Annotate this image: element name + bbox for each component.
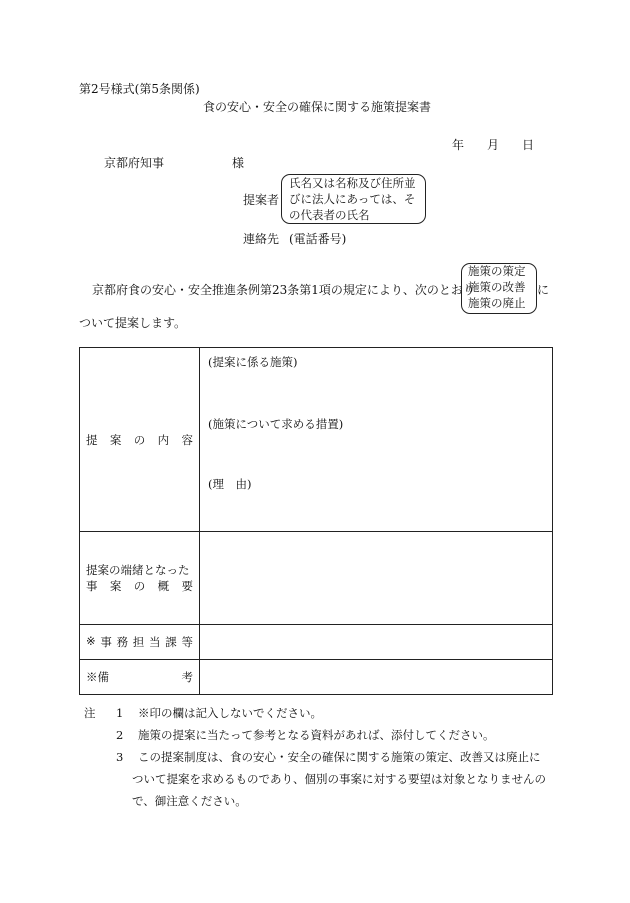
statement-continuation: ついて提案します。 [79,316,187,330]
note-item-1 [84,702,554,724]
proposer-label: 提案者 [243,193,280,207]
notes-heading: 注 [84,706,96,720]
label-char: 要 [181,579,193,593]
label-proposal-content [80,348,200,532]
note-text: 施策の提案に当たって参考となる資料があれば、添付してください。 [138,728,495,742]
field-department[interactable] [200,625,553,660]
label-remarks-right: 考 [181,670,193,684]
label-char: 課 [165,635,177,649]
field-remarks[interactable] [200,660,553,695]
note-text: ※印の欄は記入しないでください。 [138,706,322,720]
note-number: 1 [116,706,124,720]
label-remarks [80,660,200,695]
sublabel-requested-measures: (施策について求める措置) [208,417,344,431]
label-char: 当 [149,635,161,649]
proposal-table [79,347,553,695]
label-char: 事 [100,635,112,649]
label-case-summary [80,532,200,625]
statement-prefix: 京都府食の安心・安全推進条例第23条第1項の規定により、次のとおり [92,283,475,297]
addressee: 京都府知事 [104,156,165,170]
note-item-2 [84,724,554,746]
date-month-label: 月 [487,138,500,152]
document-title: 食の安心・安全の確保に関する施策提案書 [203,100,432,114]
note-number: 2 [116,728,124,742]
note-text: ついて提案を求めるものであり、個別の事案に対する要望は対象となりませんの [132,772,546,786]
row-department [80,625,553,660]
label-char: 案 [109,579,122,593]
note-item-3-cont-2 [84,790,554,812]
addressee-honorific: 様 [232,156,245,170]
label-char: 概 [157,579,170,593]
label-department [80,625,200,660]
row-case-summary [80,532,553,625]
label-char: 提 [86,432,98,447]
note-item-3-cont-1 [84,768,554,790]
statement-suffix: に [537,283,550,297]
option-improve: 施策の改善 [468,280,526,294]
label-char: の [133,579,146,593]
sublabel-reason: (理 由) [208,477,252,491]
field-proposal-content[interactable] [200,348,553,532]
proposer-line-2: びに法人にあっては、そ [289,192,416,206]
label-char: 案 [109,432,122,447]
notes [84,702,554,812]
label-char: 務 [116,635,129,649]
label-remarks-left: ※備 [86,670,109,684]
contact-value: (電話番号) [289,232,347,246]
proposer-line-1: 氏名又は名称及び住所並 [289,176,416,190]
label-char: 内 [157,432,170,447]
label-char: 担 [132,635,145,649]
date-year-label: 年 [452,138,465,152]
note-number: 3 [116,750,124,764]
field-case-summary[interactable] [200,532,553,625]
row-remarks [80,660,553,695]
label-char: 等 [181,635,193,649]
option-establish: 施策の策定 [468,264,526,278]
note-item-3 [84,746,554,768]
contact-label: 連絡先 [243,232,280,246]
row-proposal-content [80,348,553,532]
label-char: の [133,432,146,447]
form-number: 第2号様式(第5条関係) [79,82,200,96]
note-text: この提案制度は、食の安心・安全の確保に関する施策の策定、改善又は廃止に [138,750,541,764]
label-char: 容 [181,432,193,447]
label-case-summary-line1: 提案の端緒となった [86,563,190,577]
label-char: 事 [86,579,98,593]
label-char: ※ [86,634,96,648]
sublabel-related-policy: (提案に係る施策) [208,355,298,369]
option-abolish: 施策の廃止 [468,296,526,310]
date-day-label: 日 [522,138,535,152]
proposer-line-3: の代表者の氏名 [289,208,370,222]
note-text: で、御注意ください。 [132,794,247,808]
